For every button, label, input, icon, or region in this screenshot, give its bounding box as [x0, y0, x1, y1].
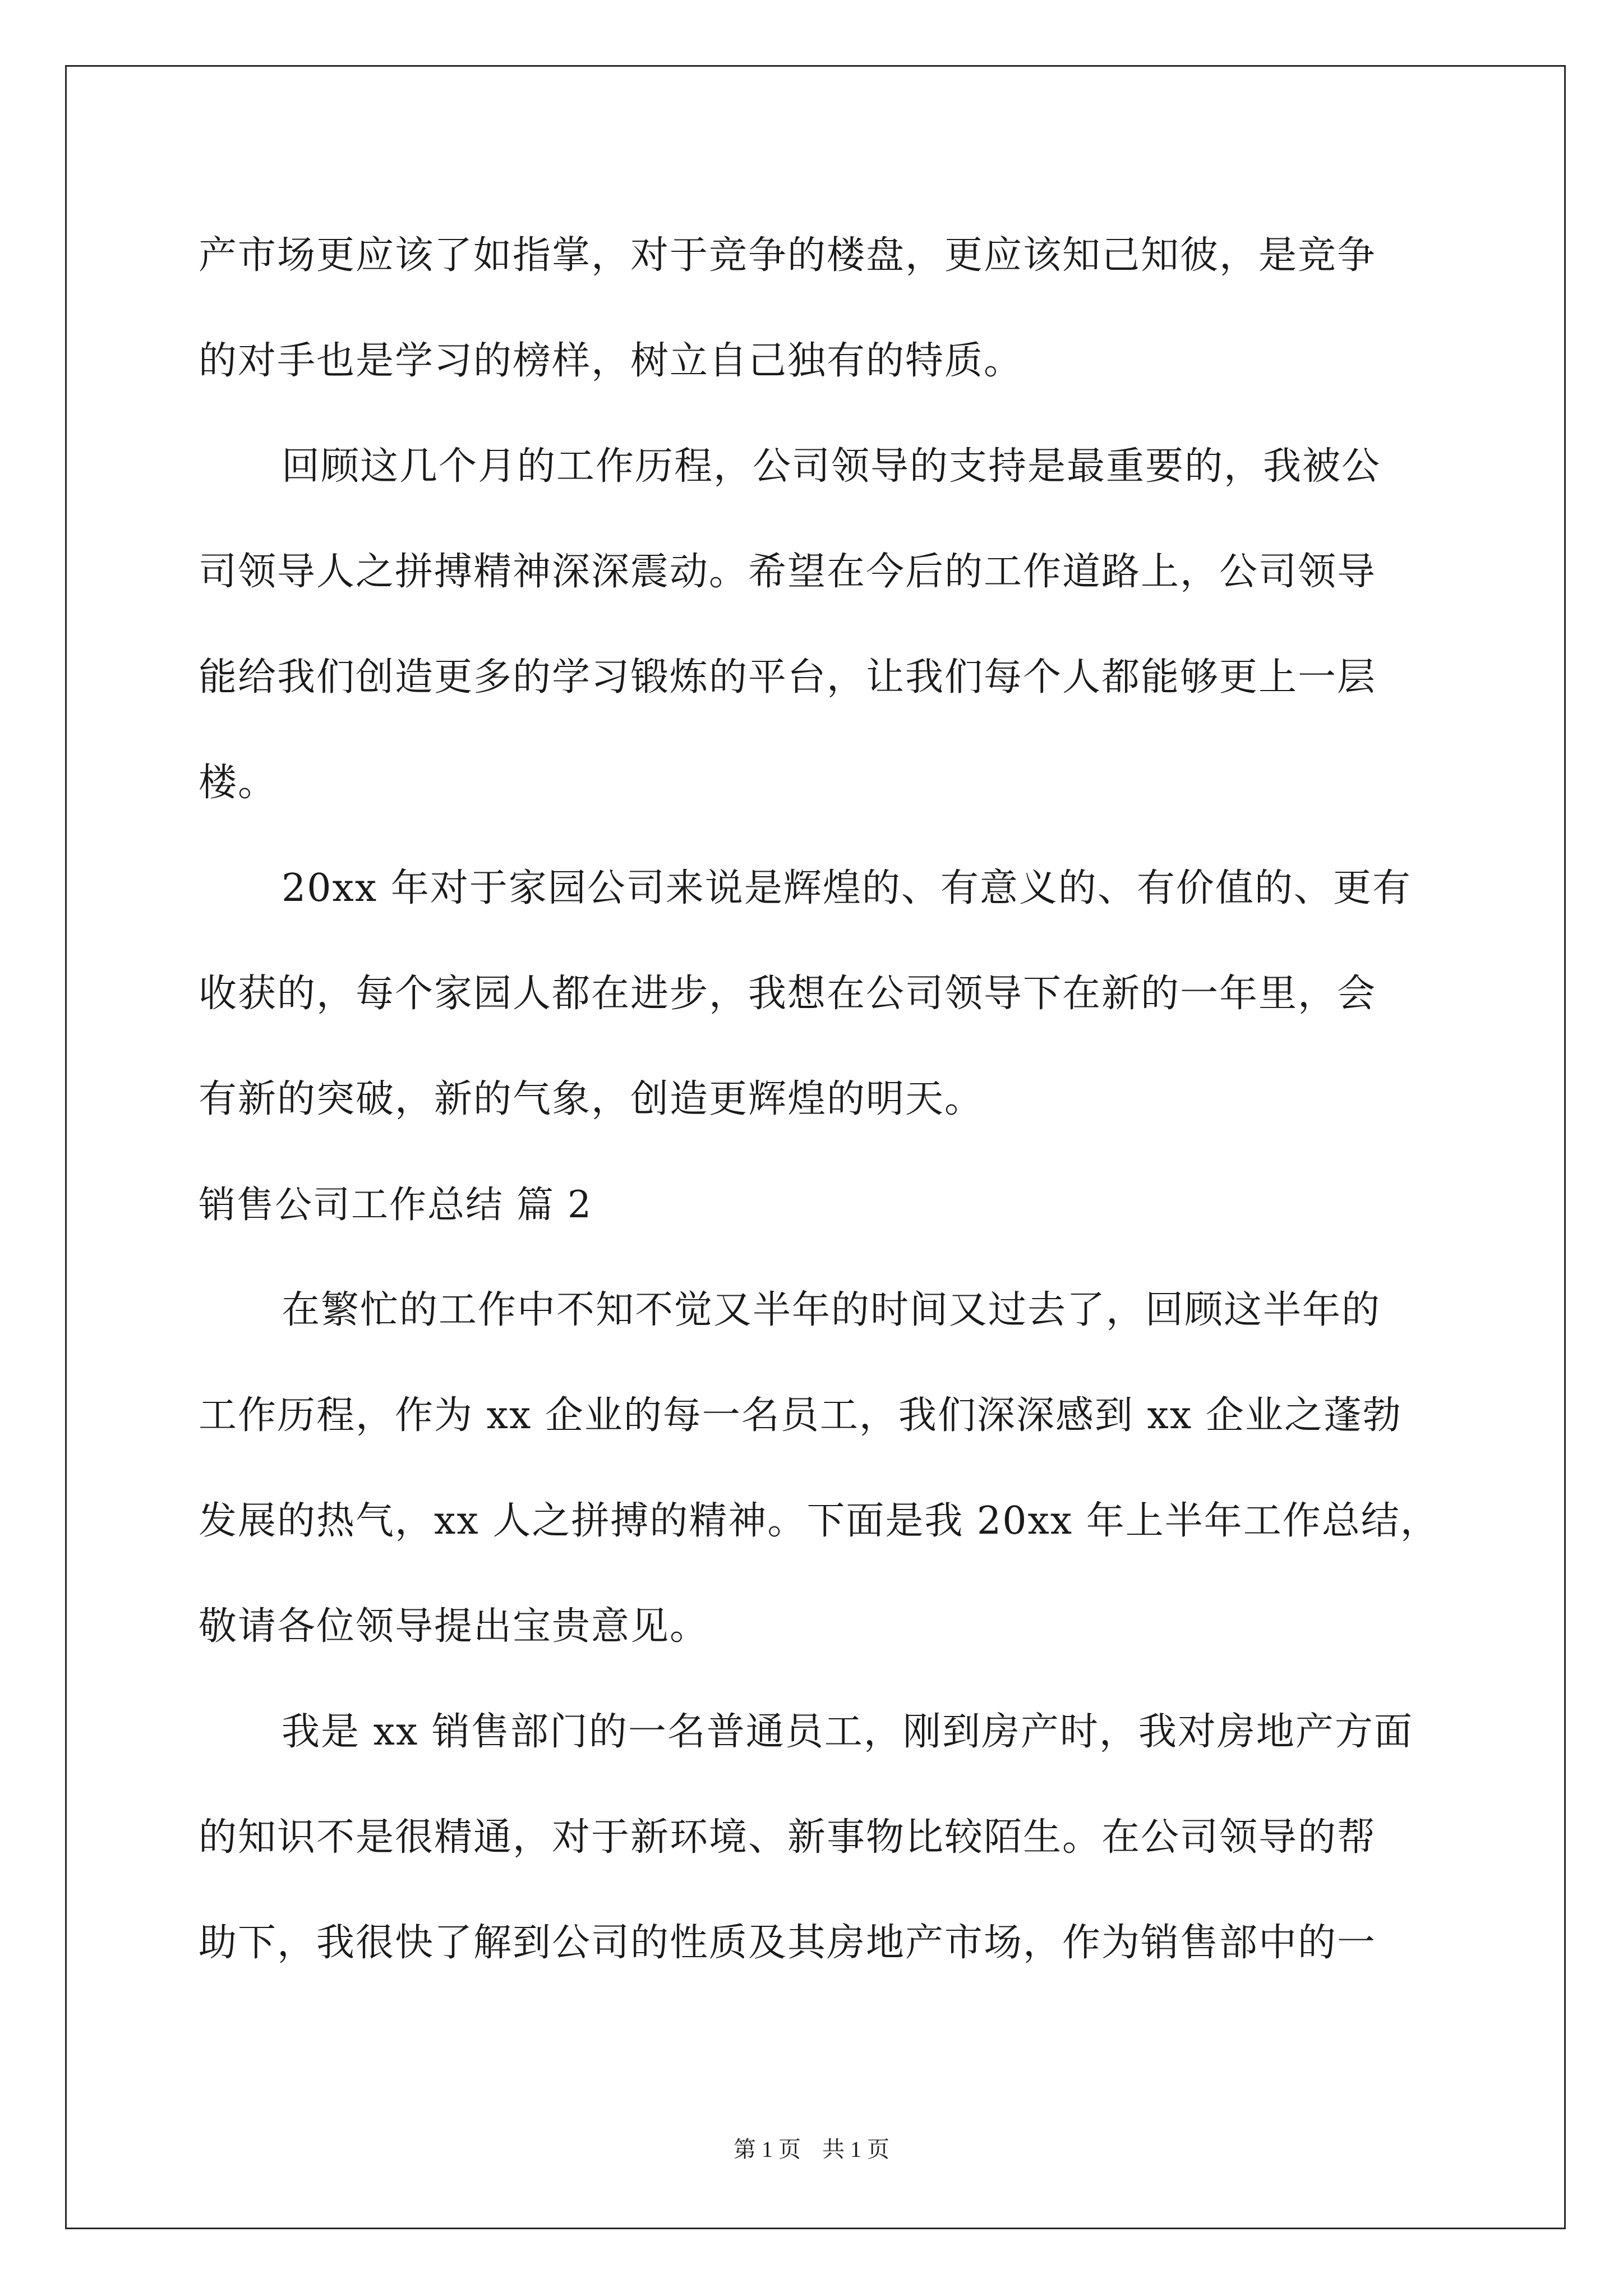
paragraph [199, 414, 1455, 836]
paragraph [199, 1258, 1455, 1680]
document-body [199, 203, 1455, 1996]
text-line: 在繁忙的工作中不知不觉又半年的时间又过去了，回顾这半年的 [282, 1288, 1381, 1332]
text-line: 助下，我很快了解到公司的性质及其房地产市场，作为销售部中的一 [199, 1921, 1377, 1965]
text-line: 敬请各位领导提出宝贵意见。 [199, 1604, 709, 1649]
text-line: 的对手也是学习的榜样，树立自己独有的特质。 [199, 339, 1023, 383]
page-total: 共 1 页 [822, 2137, 889, 2162]
text-line: 能给我们创造更多的学习锻炼的平台，让我们每个人都能够更上一层 [199, 655, 1377, 700]
text-line: 的知识不是很精通，对于新环境、新事物比较陌生。在公司领导的帮 [199, 1815, 1377, 1860]
section-heading: 销售公司工作总结 篇 2 [199, 1183, 592, 1226]
text-line: 楼。 [199, 761, 278, 805]
page-footer [0, 2133, 1623, 2166]
text-line: 回顾这几个月的工作历程，公司领导的支持是最重要的，我被公 [282, 444, 1381, 489]
text-line: 有新的突破，新的气象，创造更辉煌的明天。 [199, 1077, 984, 1121]
paragraph [199, 203, 1455, 414]
text-line: 发展的热气，xx 人之拼搏的精神。下面是我 20xx 年上半年工作总结， [199, 1499, 1440, 1543]
paragraph [199, 836, 1455, 1152]
text-line: 工作历程，作为 xx 企业的每一名员工，我们深深感到 xx 企业之蓬勃 [199, 1393, 1402, 1438]
text-line: 20xx 年对于家园公司来说是辉煌的、有意义的、有价值的、更有 [282, 866, 1412, 910]
text-line: 我是 xx 销售部门的一名普通员工，刚到房产时，我对房地产方面 [282, 1710, 1413, 1754]
page-number: 第 1 页 [734, 2137, 801, 2162]
paragraph [199, 1680, 1455, 1996]
text-line: 产市场更应该了如指掌，对于竞争的楼盘，更应该知己知彼，是竞争 [199, 233, 1377, 278]
text-line: 收获的，每个家园人都在进步，我想在公司领导下在新的一年里，会 [199, 972, 1377, 1016]
text-line: 司领导人之拼搏精神深深震动。希望在今后的工作道路上，公司领导 [199, 550, 1377, 594]
